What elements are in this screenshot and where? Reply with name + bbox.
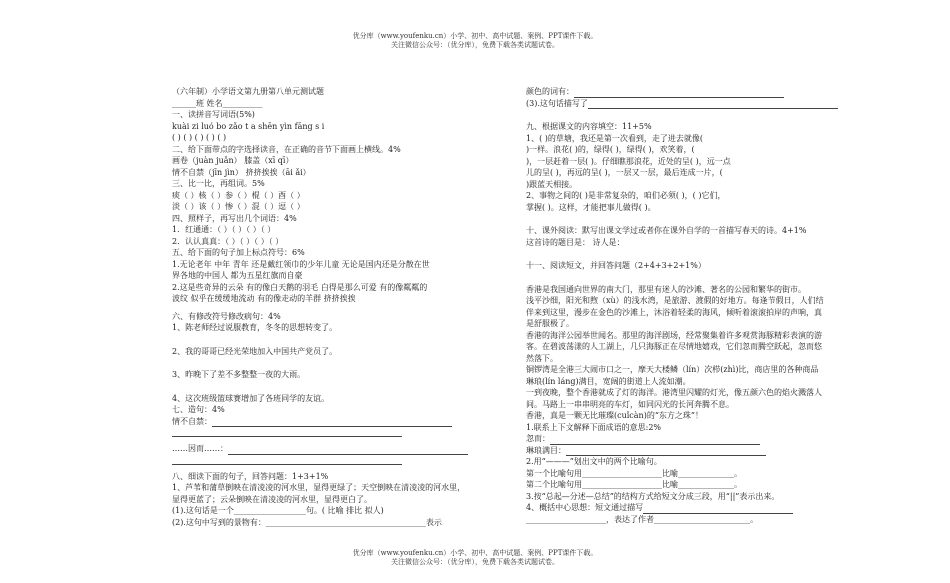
q7-item-2-label: ……因而……：: [172, 444, 228, 453]
q6-heading: 六、有修改符号修改病句：4%: [172, 311, 281, 321]
q4-item-1: 1．红通通：（ ）（ ）（ ）（ ）: [172, 225, 276, 234]
header-line-1: 优分库（www.youfenku.cn）小学、初中、高中试题、案例、PPT课件下载。: [352, 32, 598, 40]
q8-passage-1: 1、芦苇和蒲草倒映在清凌凌的河水里，显得更绿了；天空倒映在清凌凌的河水里，: [172, 483, 466, 492]
q9-line-7: 掌握( )。这样，才能把事儿做得( )。: [526, 202, 656, 212]
passage-p5b: 间。马路上一串串明亮的车灯，如同闪光的长河奔腾不息。: [526, 399, 734, 409]
q8-sub-3-answer-line[interactable]: [588, 99, 838, 109]
passage-p1: 香港是我国通向世界的南大门，那里有迷人的沙滩、著名的公园和繁华的街市。: [526, 284, 806, 294]
q1-heading: 一、读拼音写词语(5%): [172, 110, 255, 119]
q9-heading: 九、根据课文的内容填空：11+5%: [526, 122, 652, 131]
passage-p4a: 铜锣湾是全港三大闹市口之一，摩天大楼鳞（lín）次栉(zhì)比，商店里的各种商品: [526, 365, 819, 374]
q9-line-5: )跟蓝天相接。: [526, 179, 578, 189]
footer-line-2: 关注微信公众号：（优分库），免费下载各类试题试卷。: [391, 558, 559, 566]
passage-p3a: 香港的海洋公园举世闻名。那里的海洋剧场，经常聚集着许多观赏海豚精彩表演的游: [526, 330, 822, 340]
passage-p2c: 是舒服极了。: [526, 319, 574, 328]
class-name-line: ______班 姓名__________: [172, 98, 263, 108]
q11-word-1-label: 忽而：: [526, 434, 550, 443]
q8-color-words: [526, 86, 826, 98]
q11-sub-4: [526, 502, 826, 514]
q7-heading: 七、造句：4%: [172, 405, 225, 414]
q7-item-1-label: 情不自禁：: [172, 416, 212, 426]
q2-line-1: 画卷（juàn juǎn） 膝盖（xī qī）: [172, 156, 294, 165]
q3-row-1: 痰（ ）核（ ）参（ ）棍（ ）酉（ ）: [172, 190, 305, 200]
q11-sub-1-word-2: [526, 445, 826, 457]
q5-sentence-2a: 2.这是些奇异的云朵 有的像白天鹅的羽毛 白得是那么可爱 有的像粼粼的: [172, 282, 428, 292]
passage-p3b: 客。在碧波荡漾的人工湖上，几只海豚正在尽情地嬉戏，它们忽而腾空跃起，忽而悠: [526, 342, 822, 351]
q5-heading: 五、给下面的句子加上标点符号：6%: [172, 248, 305, 257]
q3-row-2: 淡（ ）该（ ）惨（ ）混（ ）逗（ ）: [172, 202, 305, 211]
q11-heading: 十一、阅读短文，并回答问题（2+4+3+2+1%）: [526, 261, 706, 270]
q2-line-2: 情不自禁（jīn jìn） 挤挤挨挨（āi ǎi）: [172, 167, 311, 177]
q9-line-6: 2、事物之间的( )是非常复杂的，咱们必须( )，( )它们，: [526, 191, 726, 200]
q1-blanks: ( ) ( ) ( ) ( ) ( ): [172, 133, 227, 142]
q4-heading: 四、照样子，再写出几个词语：4%: [172, 213, 297, 223]
q11-word-2-answer-line[interactable]: [566, 446, 766, 456]
q11-sub-4-answer-line[interactable]: [643, 504, 793, 514]
q11-word-2-label: 琳琅满目：: [526, 445, 566, 455]
q6-sentence-1: 1、陈老师经过说服教育，冬冬的思想转变了。: [172, 323, 338, 332]
q11-sub-4-cont: ____________________，表达了作者________________________。: [526, 514, 758, 524]
q11-word-1-answer-line[interactable]: [550, 435, 760, 445]
q10-heading: 十、课外阅读：默写出课文学过或者你在课外自学的一首描写春天的诗。4+1%: [526, 226, 807, 235]
q7-answer-line-3[interactable]: [228, 445, 468, 455]
q8-sub-1: (1).这句话是一个__________________句。( 比喻 排比 拟人): [172, 506, 384, 515]
header-line-2: 关注微信公众号：（优分库），免费下载各类试题试卷。: [391, 41, 559, 49]
q1-pinyin: kuài zi luó bo zǎo t a shēn yìn fāng s i: [172, 121, 325, 131]
q5-sentence-2b: 波纹 似乎在缓缓地流动 有的像走动的羊群 挤挤挨挨: [172, 294, 356, 303]
q6-sentence-4: 4、这次班级篮球赛增加了各班同学的友谊。: [172, 393, 330, 403]
q6-sentence-2: 2、我的哥哥已经光荣地加入中国共产党员了。: [172, 346, 338, 356]
q8-color-words-label: 颜色的词有：: [526, 87, 574, 96]
passage-p3c: 然落下。: [526, 353, 558, 363]
q5-sentence-1a: 1.无论老年 中年 青年 还是戴红领巾的少年儿童 无论是国内还是分散在世: [172, 259, 430, 269]
q5-sentence-1b: 界各地的中国人 都为五星红旗而自豪: [172, 271, 303, 280]
q8-passage-2: 显得更蓝了；云朵倒映在清凌凌的河水里，显得更白了。: [172, 494, 372, 504]
q6-sentence-3: 3、昨晚下了差不多整整一夜的大雨。: [172, 370, 306, 379]
test-title: （六年制）小学语文第九册第八单元测试题: [172, 87, 324, 96]
q8-heading: 八、细读下面的句子，回答问题：1+3+1%: [172, 471, 329, 481]
q8-color-answer-line[interactable]: [574, 88, 784, 98]
q11-sub-1: 1.联系上下文解释下面成语的意思:2%: [526, 422, 662, 432]
q3-heading: 三、比一比，再组词。5%: [172, 179, 265, 188]
q11-sub-2: 2.用“———”划出文中的两个比喻句。: [526, 457, 662, 466]
q8-sub-3: [526, 98, 826, 110]
q11-sub-2-line-1: 第一个比喻句用____________________比喻______________。: [526, 468, 742, 478]
q9-line-1: 1、( )的草塘，我还是第一次看到，走了进去就像(: [526, 133, 703, 143]
passage-p4b: 琳琅(lín láng)满目，宽阔的街道上人流如潮。: [526, 376, 691, 386]
q7-answer-line-2[interactable]: [172, 427, 402, 437]
q7-item-1: [172, 416, 507, 428]
passage-p2a: 浅平沙细，阳光和煦（xù）的浅水湾，是旅游、渡假的好地方。每逢节假日，人们结: [526, 296, 824, 305]
left-column: [172, 86, 507, 528]
q8-sub-3-label: (3).这句话描写了: [526, 98, 588, 108]
q11-sub-3: 3.按“总起—分述—总结”的结构方式给短文分成三段，用“||”表示出来。: [526, 491, 780, 501]
q10-line: 这首诗的题目是： 诗人是：: [526, 237, 625, 247]
q4-item-2: 2．认认真真：（ ）（ ）（ ）（ ）: [172, 236, 284, 246]
q7-answer-line-1[interactable]: [212, 417, 452, 427]
passage-p2b: 伴来到这里，漫步在金色的沙滩上，沐浴着轻柔的海风，倾听着滚滚拍岸的声响，真: [526, 307, 822, 317]
right-column: [526, 86, 826, 525]
q2-heading: 二、给下面带点的字选择读音，在正确的音节下面画上横线。4%: [172, 144, 401, 154]
q8-sub-2: (2).这句中写到的景物有：________________________________________表示: [172, 517, 442, 527]
page-footer: [0, 549, 950, 567]
passage-p5a: 一到夜晚，整个香港就成了灯的海洋。港湾里闪耀的灯光，像五颜六色的焰火溅落人: [526, 388, 822, 397]
q9-line-2: )一样。浪花( )的，绿得( )，绿得( )，欢笑着，(: [526, 145, 695, 154]
q7-answer-line-4[interactable]: [172, 455, 402, 465]
q9-line-3: )，一层赶着一层( )。仔细瞧那浪花，近处的呈( )，远一点: [526, 156, 731, 166]
q11-sub-2-line-2: 第二个比喻句用____________________比喻______________。: [526, 480, 742, 489]
footer-line-1: 优分库（www.youfenku.cn）小学、初中、高中试题、案例、PPT课件下载。: [352, 549, 598, 557]
q9-line-4: 儿的呈( )，再远的呈( )，一层又一层，最后连成一片，(: [526, 168, 723, 177]
page-header: [0, 32, 950, 50]
q11-sub-1-word-1: [526, 433, 826, 445]
passage-p6: 香港，真是一颗无比璀璨(cuǐcàn)的“东方之珠”！: [526, 411, 704, 420]
q11-sub-4-label: 4、概括中心思想：短文通过描写: [526, 503, 644, 512]
q7-item-2: [172, 443, 507, 455]
